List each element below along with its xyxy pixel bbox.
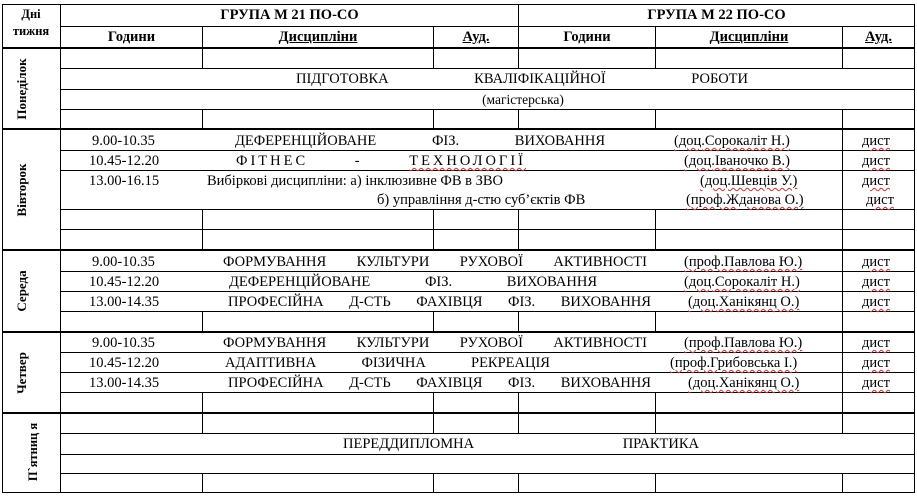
- discipline-word: ФІЗ.: [508, 375, 536, 391]
- room-value: дист: [862, 335, 890, 351]
- room-cell: [862, 374, 890, 392]
- room-value: дист: [862, 133, 890, 149]
- discipline-word: КУЛЬТУРИ: [356, 335, 430, 351]
- discipline-cell: [228, 374, 651, 392]
- monday-title-word: ПІДГОТОВКА: [296, 71, 389, 87]
- day-label-friday-text: П`ятниц я: [26, 422, 40, 482]
- discipline-word: ФІТНЕС: [236, 153, 309, 169]
- discipline-cell: [236, 152, 526, 170]
- time-cell: 13.00-16.15: [89, 173, 160, 189]
- day-label-thursday: Четвер: [14, 352, 29, 394]
- teacher-name: (доц.Іваночко В.): [684, 153, 790, 169]
- teacher-name: (проф.Павлова Ю.): [684, 335, 803, 351]
- hours-header-g2: Години: [563, 29, 611, 45]
- room-value: дист: [862, 274, 890, 290]
- hours-header-g1: Години: [107, 29, 156, 45]
- time-cell: 10.45-12.20: [89, 274, 160, 290]
- room-value: дист: [862, 173, 890, 189]
- time-cell: 10.45-12.20: [89, 355, 160, 371]
- discipline-cell: [235, 132, 605, 150]
- discipline-word: РЕКРЕАЦІЯ: [471, 355, 550, 371]
- room-cell: [862, 293, 890, 311]
- room-cell: [862, 334, 890, 352]
- day-label-wednesday: Середа: [14, 270, 29, 312]
- discipline-word: ФІЗ.: [508, 294, 536, 310]
- discipline-cell: [223, 334, 647, 352]
- discipline-cell: Вибіркові дисципліни: а) інклюзивне ФВ в ЗВО: [207, 173, 504, 189]
- teacher-cell: [674, 132, 790, 150]
- room-cell: [866, 191, 894, 209]
- discipline-word: ФІЗИЧНА: [361, 355, 426, 371]
- time-cell: 10.45-12.20: [89, 153, 160, 169]
- discipline-cell: [225, 354, 550, 372]
- discipline-word: ФАХІВЦЯ: [416, 294, 483, 310]
- discipline-word: ПРОФЕСІЙНА: [228, 294, 324, 310]
- room-header-g2: Ауд.: [864, 29, 893, 45]
- day-label-friday: [4, 414, 58, 492]
- teacher-cell: [684, 273, 800, 291]
- discipline-word: РУХОВОЇ: [459, 254, 523, 270]
- teacher-cell: [700, 172, 797, 190]
- discipline-word: ВИХОВАННЯ: [560, 375, 651, 391]
- friday-title: [343, 435, 699, 453]
- friday-title-word: ПРАКТИКА: [622, 436, 699, 452]
- day-label-tuesday: Вівторок: [14, 163, 29, 217]
- disciplines-header-g1: Дисципліни: [278, 29, 358, 45]
- friday-title-word: ПЕРЕДДИПЛОМНА: [343, 436, 475, 452]
- teacher-name: (доц.Сорокаліт Н.): [684, 274, 800, 290]
- discipline-word: ФОРМУВАННЯ: [223, 335, 327, 351]
- teacher-cell: [670, 354, 797, 372]
- room-cell: [862, 253, 890, 271]
- discipline-word: АКТИВНОСТІ: [553, 254, 647, 270]
- discipline-word: ТЕХНОЛОГІЇ: [409, 153, 526, 169]
- discipline-word: ФІЗ.: [424, 274, 453, 290]
- room-value: дист: [862, 375, 890, 391]
- monday-title-word: РОБОТИ: [691, 71, 748, 87]
- day-label-monday: Понеділок: [14, 58, 29, 120]
- teacher-cell: [688, 374, 799, 392]
- teacher-cell: [684, 253, 802, 271]
- discipline-cell: [228, 293, 651, 311]
- group2-header: ГРУПА М 22 ПО-СО: [647, 7, 786, 23]
- time-cell: 9.00-10.35: [92, 254, 155, 270]
- room-cell: [862, 172, 890, 190]
- discipline-word: ФІЗ.: [431, 133, 460, 149]
- teacher-cell: [684, 334, 802, 352]
- discipline-word: ПРОФЕСІЙНА: [228, 375, 324, 391]
- discipline-word: ДЕФЕРЕНЦІЙОВАНЕ: [235, 133, 377, 149]
- teacher-name: (доц.Шевців У.): [700, 173, 798, 189]
- room-cell: [862, 354, 890, 372]
- room-cell: [862, 132, 890, 150]
- days-column-header: Дні тижня: [12, 7, 50, 38]
- discipline-word: Д-СТЬ: [349, 294, 391, 310]
- room-value: дист: [862, 254, 890, 270]
- discipline-word: КУЛЬТУРИ: [356, 254, 430, 270]
- discipline-word: ВИХОВАННЯ: [506, 274, 597, 290]
- time-cell: 9.00-10.35: [92, 335, 155, 351]
- discipline-cell: [223, 253, 647, 271]
- room-header-g1: Ауд.: [462, 29, 490, 45]
- room-value: дист: [862, 153, 890, 169]
- time-cell: 9.00-10.35: [92, 133, 155, 149]
- discipline-word: ДЕФЕРЕНЦІЙОВАНЕ: [229, 274, 371, 290]
- discipline-word: АКТИВНОСТІ: [553, 335, 647, 351]
- monday-subtitle: (магістерська): [482, 92, 564, 107]
- teacher-cell: [684, 152, 790, 170]
- discipline-word: ФАХІВЦЯ: [416, 375, 483, 391]
- discipline-word: РУХОВОЇ: [459, 335, 523, 351]
- discipline-word: Д-СТЬ: [349, 375, 391, 391]
- discipline-word: ВИХОВАННЯ: [560, 294, 651, 310]
- disciplines-header-g2: Дисципліни: [709, 29, 789, 45]
- discipline-word: ФОРМУВАННЯ: [223, 254, 327, 270]
- room-value: дист: [862, 355, 890, 371]
- teacher-cell: [688, 293, 799, 311]
- room-cell: [862, 273, 890, 291]
- teacher-name: (доц.Ханікянц О.): [688, 375, 800, 391]
- discipline-word: -: [354, 153, 363, 169]
- monday-title: [296, 70, 748, 88]
- monday-title-word: КВАЛІФІКАЦІЙНОЇ: [474, 71, 606, 87]
- room-value: дист: [866, 192, 894, 208]
- discipline-word: АДАПТИВНА: [225, 355, 317, 371]
- teacher-name: (проф.Павлова Ю.): [684, 254, 803, 270]
- group1-header: ГРУПА М 21 ПО-СО: [220, 7, 359, 23]
- room-cell: [862, 152, 890, 170]
- teacher-name: (доц.Сорокаліт Н.): [674, 133, 790, 149]
- room-value: дист: [862, 294, 890, 310]
- discipline-cell: б) управління д-стю суб’єктів ФВ: [377, 192, 586, 208]
- time-cell: 13.00-14.35: [89, 375, 160, 391]
- teacher-name: (доц.Ханікянц О.): [688, 294, 800, 310]
- time-cell: 13.00-14.35: [89, 294, 160, 310]
- teacher-name: (проф.Жданова О.): [686, 192, 804, 208]
- teacher-cell: [686, 191, 804, 209]
- discipline-cell: [229, 273, 597, 291]
- teacher-name: (проф.Грибовська І.): [670, 355, 798, 371]
- discipline-word: ВИХОВАННЯ: [514, 133, 605, 149]
